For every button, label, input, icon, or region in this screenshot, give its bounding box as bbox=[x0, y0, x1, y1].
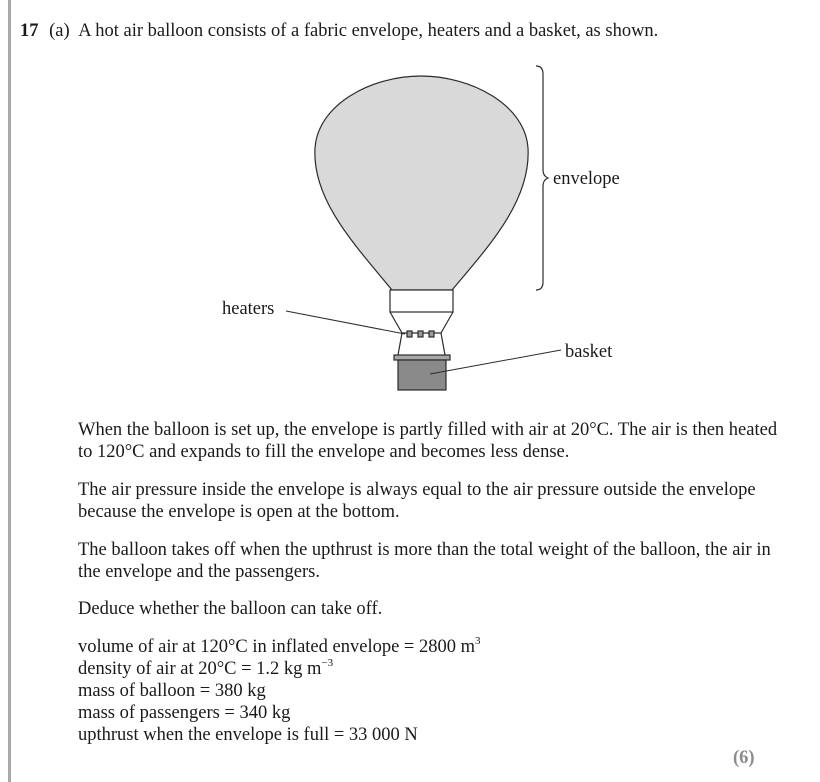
paragraph-pressure: The air pressure inside the envelope is always equal to the air pressure outside the envelope because the envelope is open at the bottom. bbox=[78, 480, 756, 522]
basket-label: basket bbox=[565, 342, 613, 362]
data-line-volume: volume of air at 120°C in inflated envelope = 2800 $m^3$ bbox=[78, 634, 481, 657]
balloon-envelope bbox=[315, 76, 528, 290]
paragraph-setup: When the balloon is set up, the envelope is partly filled with air at 20°C. The air is then heated to 120°C and expands to fill the envelope and becomes less dense. bbox=[78, 420, 778, 462]
data-line-passenger-mass: mass of passengers = 340 kg bbox=[78, 703, 291, 723]
balloon-skirt bbox=[390, 290, 453, 312]
given-data-list bbox=[78, 636, 481, 746]
envelope-brace bbox=[536, 66, 548, 290]
heaters-unit bbox=[407, 331, 434, 337]
question-intro: A hot air balloon consists of a fabric envelope, heaters and a basket, as shown. bbox=[78, 21, 659, 41]
question-part: (a) bbox=[49, 21, 70, 41]
heaters-leader-line bbox=[286, 311, 405, 334]
data-line-balloon-mass: mass of balloon = 380 kg bbox=[78, 681, 266, 701]
data-line-upthrust: upthrust when the envelope is full = 33 000 N bbox=[78, 725, 418, 745]
paragraph-task: Deduce whether the balloon can take off. bbox=[78, 599, 383, 619]
data-line-density: density of air at 20°C = 1.2 kg $m^{-3}$ bbox=[78, 656, 334, 679]
envelope-label: envelope bbox=[553, 169, 620, 189]
marks-available: (6) bbox=[733, 748, 755, 768]
heaters-label: heaters bbox=[222, 299, 275, 319]
question-number: 17 bbox=[20, 21, 39, 41]
paragraph-takeoff-condition: The balloon takes off when the upthrust is more than the total weight of the balloon, the air in the envelope and the passengers. bbox=[78, 540, 771, 582]
basket-leader-line bbox=[430, 350, 561, 374]
basket-body bbox=[398, 360, 446, 390]
basket-rim bbox=[394, 355, 450, 360]
